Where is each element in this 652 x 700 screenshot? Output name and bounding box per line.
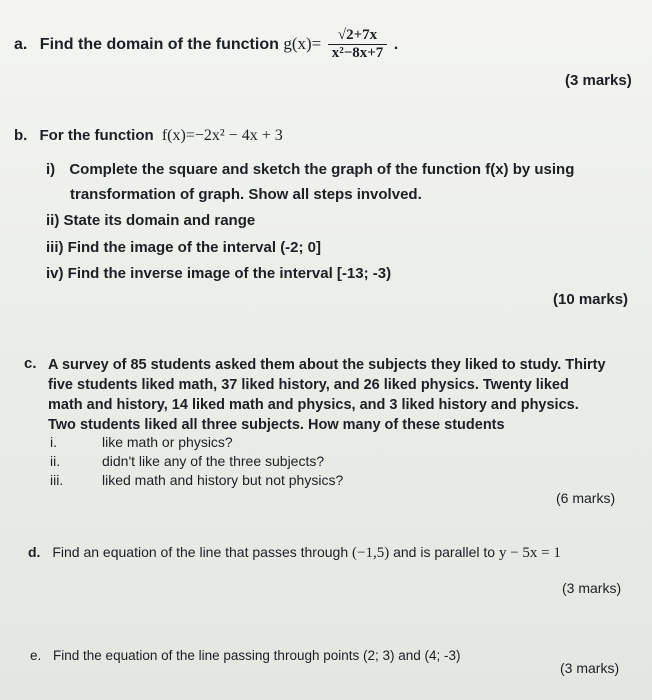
question-d [28,544,561,562]
question-e [30,648,461,663]
question-c-body [48,355,606,435]
question-c-marks: (6 marks) [556,490,616,506]
question-c-line-1: A survey of 85 students asked them about the subjects they liked to study. Thirty [48,357,606,373]
question-c-item-text: liked math and history but not physics? [102,472,344,488]
question-a-denominator: x²−8x+7 [331,45,384,62]
question-b-part-iii: iii) Find the image of the interval (-2; 0] [46,239,322,256]
question-c-line-2: five students liked math, 37 liked history, and 26 liked physics. Twenty liked [48,377,569,393]
question-c-item-number: i. [50,434,57,450]
question-d-equation: y − 5x = 1 [498,545,561,561]
question-c-item-number: ii. [50,453,61,469]
question-e-letter: e. [30,648,42,663]
question-a-function-lhs: g(x)= [283,34,322,53]
question-a-end: . [393,36,399,53]
question-b-letter: b. [14,127,28,144]
question-a-numerator: √2+7x [328,27,388,45]
question-c-letter: c. [24,355,37,372]
question-b-intro: For the function [39,127,154,144]
question-a [14,26,398,63]
question-c-line-4: Two students liked all three subjects. How many of these students [48,417,505,433]
question-d-point: (−1,5) [352,545,390,561]
question-d-marks: (3 marks) [562,580,622,596]
question-b-marks: (10 marks) [553,291,629,308]
question-d-letter: d. [28,544,41,560]
question-c-item [50,433,343,452]
question-c-item [50,452,343,471]
question-d-mid: and is parallel to [393,544,496,560]
question-b-part-iv: iv) Find the inverse image of the interval [-13; -3) [46,265,392,282]
question-a-letter: a. [14,36,28,53]
question-b-header [14,127,283,145]
question-c-item-text: like math or physics? [102,434,233,450]
question-b-part-i-text1: Complete the square and sketch the graph of the function f(x) by using [69,161,575,178]
question-c-line-3: math and history, 14 liked math and physics, and 3 liked history and physics. [48,397,579,413]
question-e-text: Find the equation of the line passing through points (2; 3) and (4; -3) [53,648,461,663]
question-b-part-i-text2-post: steps involved. [309,186,422,203]
question-a-fraction [328,27,388,62]
question-b-part-i-number: i) [46,161,56,178]
question-b-part-ii: ii) State its domain and range [46,212,256,229]
question-c-item-text: didn't like any of the three subjects? [102,453,325,469]
question-a-text: Find the domain of the function [39,36,279,53]
question-a-marks: (3 marks) [565,72,632,89]
question-b-part-i-text2-pre: transformation of graph. Show [70,186,293,203]
question-d-text: Find an equation of the line that passes through [52,544,349,560]
question-c-item-number: iii. [50,472,64,488]
question-b-part-i-line2 [70,186,422,203]
question-e-marks: (3 marks) [560,660,620,676]
question-c-item [50,471,343,490]
question-b-part-i-line1 [46,161,574,178]
question-c-items [50,433,343,490]
question-b-function: f(x)=−2x² − 4x + 3 [161,127,283,144]
question-b-part-i-text2-bold: all [292,186,310,203]
